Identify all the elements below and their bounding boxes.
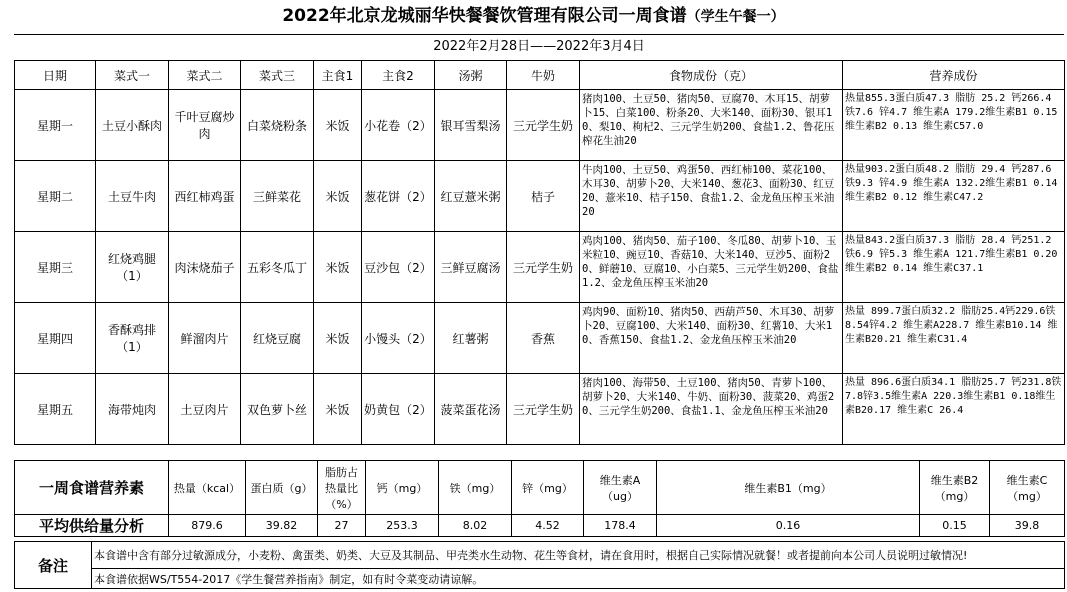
milk-cell: 三元学生奶 (507, 374, 580, 445)
summary-value-row (15, 515, 1065, 537)
summary-analysis-label: 平均供给量分析 (15, 515, 169, 537)
summary-label: 一周食谱营养素 (15, 461, 169, 515)
notes-label: 备注 (15, 542, 92, 589)
ingredients-cell: 猪肉100、海带50、土豆100、猪肉50、青萝卜100、胡萝卜20、大米140、牛奶、面粉30、菠菜20、鸡蛋20、三元学生奶200、食盐1.1、金龙鱼压榨玉米油20 (580, 374, 843, 445)
soup-cell: 银耳雪梨汤 (435, 90, 507, 161)
notes-row-1 (15, 542, 1065, 569)
nutrition-cell: 热量 896.6蛋白质34.1 脂肪25.7 钙231.8铁7.8锌3.5维生素A 220.3维生素B1 0.18维生素B20.17 维生素C 26.4 (843, 374, 1065, 445)
staple2-cell: 小花卷（2） (362, 90, 435, 161)
dish1-cell: 土豆牛肉 (96, 161, 169, 232)
milk-cell: 三元学生奶 (507, 90, 580, 161)
dish1-cell: 香酥鸡排（1） (96, 303, 169, 374)
dish1-cell: 海带炖肉 (96, 374, 169, 445)
ingredients-cell: 牛肉100、土豆50、鸡蛋50、西红柿100、菜花100、木耳30、胡萝卜20、大米140、葱花3、面粉30、红豆20、薏米10、桔子150、食盐1.2、金龙鱼压榨玉米油20 (580, 161, 843, 232)
notes-allergen-text: 本食谱中含有部分过敏源成分，小麦粉、禽蛋类、奶类、大豆及其制品、甲壳类水生动物、花生等食材，请在食用时，根据自己实际情况就餐！或者提前向本公司人员说明过敏情况! (92, 542, 1065, 569)
summary-value-protein: 39.82 (246, 515, 318, 537)
summary-value-calcium: 253.3 (366, 515, 439, 537)
summary-col-energy: 热量（kcal） (169, 461, 246, 515)
staple2-cell: 小馒头（2） (362, 303, 435, 374)
dish3-cell: 三鲜菜花 (241, 161, 314, 232)
dish1-cell: 土豆小酥肉 (96, 90, 169, 161)
staple2-cell: 葱花饼（2） (362, 161, 435, 232)
top-divider (14, 34, 1064, 35)
nutrition-cell: 热量843.2蛋白质37.3 脂肪 28.4 钙251.2 铁6.9 锌5.3 维生素A 121.7维生素B1 0.20 维生素B2 0.14 维生素C37.1 (843, 232, 1065, 303)
page-title (0, 2, 1067, 30)
notes-basis-text: 本食谱依据WS/T554-2017《学生餐营养指南》制定，如有时令菜变动请谅解。 (92, 569, 1065, 589)
staple2-cell: 奶黄包（2） (362, 374, 435, 445)
day-row-fri (15, 374, 1065, 445)
summary-table (14, 460, 1065, 537)
soup-cell: 红豆薏米粥 (435, 161, 507, 232)
dish3-cell: 红烧豆腐 (241, 303, 314, 374)
day-row-tue (15, 161, 1065, 232)
dish2-cell: 西红柿鸡蛋 (169, 161, 241, 232)
summary-col-vitamin-b2: 维生素B2（mg） (920, 461, 990, 515)
summary-col-calcium: 钙（mg） (366, 461, 439, 515)
summary-value-iron: 8.02 (439, 515, 512, 537)
summary-col-vitamin-b1: 维生素B1（mg） (657, 461, 920, 515)
header-nutrition: 营养成份 (843, 61, 1065, 90)
summary-value-energy: 879.6 (169, 515, 246, 537)
header-dish1: 菜式一 (96, 61, 169, 90)
notes-table (14, 541, 1065, 589)
header-row (15, 61, 1065, 90)
summary-value-vitamin-b1: 0.16 (657, 515, 920, 537)
header-date: 日期 (15, 61, 96, 90)
dish2-cell: 鲜溜肉片 (169, 303, 241, 374)
milk-cell: 香蕉 (507, 303, 580, 374)
day-row-wed (15, 232, 1065, 303)
summary-col-zinc: 锌（mg） (512, 461, 584, 515)
milk-cell: 三元学生奶 (507, 232, 580, 303)
date-range: 2022年2月28日——2022年3月4日 (433, 39, 645, 54)
soup-cell: 菠菜蛋花汤 (435, 374, 507, 445)
day-name: 星期五 (15, 374, 96, 445)
nutrition-cell: 热量903.2蛋白质48.2 脂肪 29.4 钙287.6 铁9.3 锌4.9 维生素A 132.2维生素B1 0.14 维生素B2 0.12 维生素C47.2 (843, 161, 1065, 232)
header-staple2: 主食2 (362, 61, 435, 90)
nutrition-cell: 热量 899.7蛋白质32.2 脂肪25.4钙229.6铁8.54锌4.2 维生素A228.7 维生素B10.14 维生素B20.21 维生素C31.4 (843, 303, 1065, 374)
header-dish3: 菜式三 (241, 61, 314, 90)
staple1-cell: 米饭 (314, 232, 362, 303)
dish3-cell: 双色萝卜丝 (241, 374, 314, 445)
summary-value-vitamin-a: 178.4 (584, 515, 657, 537)
staple2-cell: 豆沙包（2） (362, 232, 435, 303)
staple1-cell: 米饭 (314, 303, 362, 374)
milk-cell: 桔子 (507, 161, 580, 232)
dish3-cell: 五彩冬瓜丁 (241, 232, 314, 303)
day-name: 星期一 (15, 90, 96, 161)
soup-cell: 三鲜豆腐汤 (435, 232, 507, 303)
notes-row-2 (15, 569, 1065, 589)
header-ingredients: 食物成份（克） (580, 61, 843, 90)
dish3-cell: 白菜烧粉条 (241, 90, 314, 161)
staple1-cell: 米饭 (314, 90, 362, 161)
summary-value-vitamin-b2: 0.15 (920, 515, 990, 537)
staple1-cell: 米饭 (314, 161, 362, 232)
header-dish2: 菜式二 (169, 61, 241, 90)
header-staple1: 主食1 (314, 61, 362, 90)
title-main: 2022年北京龙城丽华快餐餐饮管理有限公司一周食谱 (282, 6, 687, 26)
day-name: 星期三 (15, 232, 96, 303)
dish2-cell: 土豆肉片 (169, 374, 241, 445)
summary-header-row (15, 461, 1065, 515)
day-name: 星期四 (15, 303, 96, 374)
dish2-cell: 千叶豆腐炒肉 (169, 90, 241, 161)
summary-value-vitamin-c: 39.8 (990, 515, 1065, 537)
menu-table (14, 60, 1065, 445)
dish2-cell: 肉沫烧茄子 (169, 232, 241, 303)
ingredients-cell: 鸡肉90、面粉10、猪肉50、西葫芦50、木耳30、胡萝卜20、豆腐100、大米140、面粉30、红薯10、大米10、香蕉150、食盐1.2、金龙鱼压榨玉米油20 (580, 303, 843, 374)
summary-col-vitamin-c: 维生素C（mg） (990, 461, 1065, 515)
dish1-cell: 红烧鸡腿（1） (96, 232, 169, 303)
summary-col-protein: 蛋白质（g） (246, 461, 318, 515)
summary-col-vitamin-a: 维生素A（ug） (584, 461, 657, 515)
summary-col-iron: 铁（mg） (439, 461, 512, 515)
day-row-thu (15, 303, 1065, 374)
summary-value-zinc: 4.52 (512, 515, 584, 537)
header-milk: 牛奶 (507, 61, 580, 90)
summary-col-fat-ratio: 脂肪占热量比（%） (318, 461, 366, 515)
nutrition-cell: 热量855.3蛋白质47.3 脂肪 25.2 钙266.4 铁7.6 锌4.7 维生素A 179.2维生素B1 0.15 维生素B2 0.13 维生素C57.0 (843, 90, 1065, 161)
header-soup: 汤粥 (435, 61, 507, 90)
summary-value-fat-ratio: 27 (318, 515, 366, 537)
day-row-mon (15, 90, 1065, 161)
day-name: 星期二 (15, 161, 96, 232)
title-sub: （学生午餐一） (686, 9, 785, 25)
ingredients-cell: 鸡肉100、猪肉50、茄子100、冬瓜80、胡萝卜10、玉米粒10、豌豆10、香菇10、大米140、豆沙5、面粉20、鲜蘑10、豆腐10、小白菜5、三元学生奶200、食盐1.2、金龙鱼压榨玉米油20 (580, 232, 843, 303)
ingredients-cell: 猪肉100、土豆50、猪肉50、豆腐70、木耳15、胡萝卜15、白菜100、粉条20、大米140、面粉30、银耳10、梨10、枸杞2、三元学生奶200、食盐1.2、鲁花压榨花生油20 (580, 90, 843, 161)
staple1-cell: 米饭 (314, 374, 362, 445)
soup-cell: 红薯粥 (435, 303, 507, 374)
